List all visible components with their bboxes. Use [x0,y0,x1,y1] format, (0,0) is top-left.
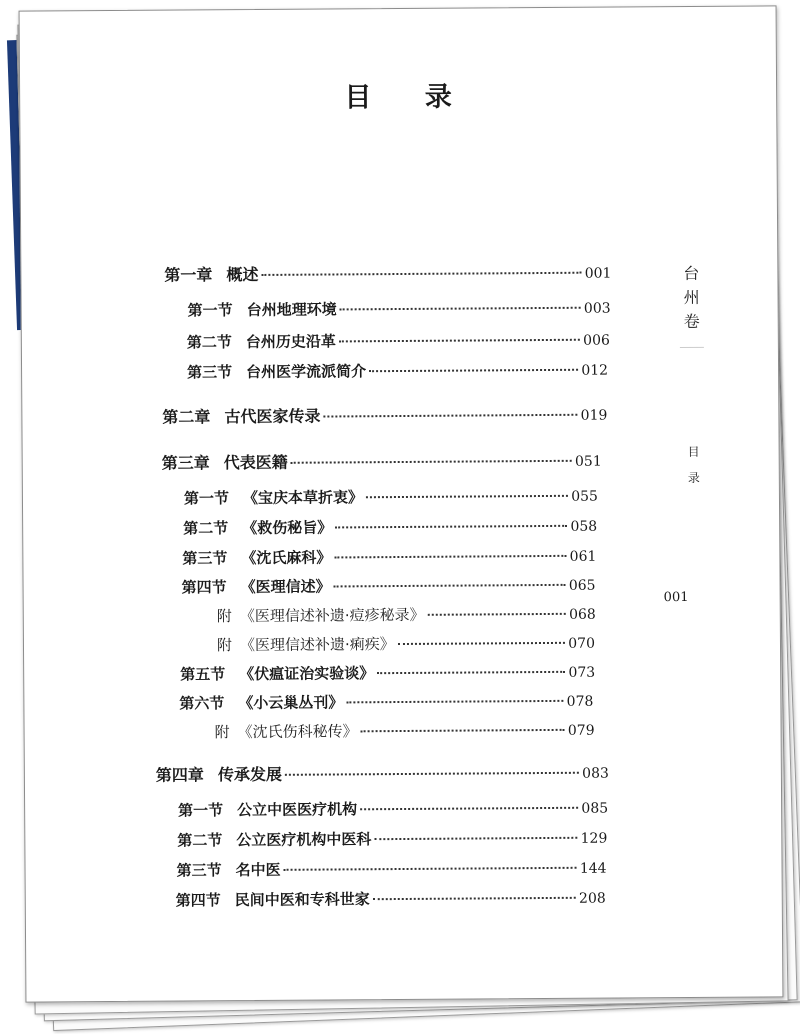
toc-page-number: 051 [574,453,602,470]
toc-entry-title: 名中医 [235,860,281,880]
toc-page-number: 144 [579,860,607,877]
dot-leader [360,807,578,811]
dot-leader [377,671,565,674]
toc-entry-title: 《沈氏麻科》 [241,548,332,568]
toc-chapter-entry [156,763,609,787]
toc-entry-label: 第三节 [176,861,222,880]
dot-leader [361,729,565,732]
dot-leader [284,867,577,871]
toc-page-number: 055 [571,488,599,505]
toc-section-entry [187,360,608,384]
toc-entry-label: 第四节 [181,578,227,597]
toc-entry-label: 附 [214,723,230,742]
toc-entry-title: 《医理信述》 [240,577,331,597]
dot-leader [334,555,566,559]
toc-chapter-entry [164,263,611,287]
toc-page-number: 079 [567,722,595,739]
toc-entry-label: 第四章 [155,765,204,785]
toc-section-entry [183,516,597,540]
side-page-number: 001 [663,589,689,606]
toc-entry-label: 第一节 [183,489,230,508]
toc-section-entry [176,888,606,912]
side-label-char: 目 [687,444,700,459]
toc-section-entry [188,298,611,322]
toc-appendix-entry [217,633,595,657]
toc-section-entry [187,330,610,354]
dot-leader [340,307,581,311]
page-title: 目 录 [344,81,474,114]
dot-leader [339,339,580,343]
side-divider [680,347,704,348]
toc-entry-title: 《小云巢丛刊》 [238,693,344,713]
toc-entry-label: 第三章 [161,453,210,473]
dot-leader [261,272,581,276]
toc-section-entry [182,546,596,570]
toc-chapter-entry [162,405,607,429]
toc-entry-title: 《沈氏伤科秘传》 [237,722,358,742]
dot-leader [398,642,565,645]
toc-page [19,5,784,1002]
toc-section-entry [182,575,596,599]
toc-entry-title: 传承发展 [217,764,282,785]
toc-page-number: 006 [583,332,610,349]
toc-entry-label: 第二节 [177,831,223,850]
toc-entry-title: 概述 [226,264,259,285]
toc-entry-title: 台州地理环境 [246,300,337,320]
toc-page-number: 085 [581,800,609,817]
toc-section-entry [178,798,608,822]
toc-entry-label: 第五节 [180,665,226,684]
toc-entry-title: 《医理信述补遗·痢疾》 [239,635,395,655]
toc-section-entry [179,691,593,715]
toc-entry-title: 《救伤秘旨》 [242,518,333,538]
toc-page-number: 083 [582,765,609,782]
dot-leader [374,837,577,840]
toc-chapter-entry [162,451,602,475]
toc-entry-title: 台州医学流派简介 [246,362,367,382]
toc-section-entry [177,828,607,852]
dot-leader [291,460,572,464]
side-section-label [683,439,705,491]
dot-leader [369,369,578,372]
toc-entry-label: 第一节 [178,801,224,820]
side-title-char: 台 [683,263,700,284]
side-running-title [676,262,707,334]
toc-entry-title: 古代医家传录 [224,406,321,427]
toc-entry-label: 第二节 [183,519,229,538]
toc-page-number: 019 [580,407,608,424]
dot-leader [428,613,566,616]
toc-entry-title: 台州历史沿革 [245,332,336,352]
side-title-char: 卷 [683,311,700,332]
toc-entry-label: 第三节 [187,363,233,382]
toc-page-number: 061 [569,548,597,565]
dot-leader [366,495,568,498]
dot-leader [323,414,577,418]
toc-page-number: 012 [581,362,609,379]
toc-entry-label: 第六节 [179,694,225,713]
toc-entry-label: 第一节 [187,301,233,320]
toc-section-entry [184,486,598,510]
dot-leader [346,700,563,704]
dot-leader [334,584,566,588]
toc-page-number: 001 [584,265,612,282]
toc-entry-title: 代表医籍 [223,452,288,473]
dot-leader [335,525,567,529]
toc-page-number: 058 [570,518,598,535]
toc-page-number: 065 [568,577,596,594]
toc-page-number: 129 [580,830,608,847]
toc-page-number: 003 [583,300,611,317]
toc-page-number: 070 [568,635,596,652]
toc-entry-title: 公立医疗机构中医科 [236,830,372,850]
toc-section-entry [176,858,606,882]
toc-entry-title: 公立中医医疗机构 [237,800,358,820]
toc-entry-label: 第三节 [182,549,228,568]
table-of-contents [20,6,783,1001]
toc-entry-label: 第四节 [175,891,221,910]
toc-page-number: 068 [568,606,596,623]
toc-entry-title: 民间中医和专科世家 [234,890,370,910]
toc-appendix-entry [217,604,596,628]
toc-entry-title: 《医理信述补遗·痘疹秘录》 [239,605,425,626]
toc-appendix-entry [215,720,595,744]
toc-entry-label: 附 [216,607,232,626]
toc-page-number: 078 [566,693,594,710]
toc-page-number: 208 [578,890,606,907]
toc-entry-label: 第二节 [186,333,232,352]
toc-entry-label: 附 [216,636,233,655]
dot-leader [285,772,579,776]
toc-entry-label: 第一章 [164,265,213,285]
dot-leader [373,897,576,900]
toc-entry-title: 《伏瘟证治实验谈》 [239,664,375,684]
side-label-char: 录 [687,470,700,485]
toc-section-entry [180,662,595,686]
toc-entry-label: 第二章 [162,407,211,427]
toc-entry-title: 《宝庆本草折衷》 [242,488,364,508]
side-title-char: 州 [683,287,700,308]
toc-page-number: 073 [568,664,596,681]
